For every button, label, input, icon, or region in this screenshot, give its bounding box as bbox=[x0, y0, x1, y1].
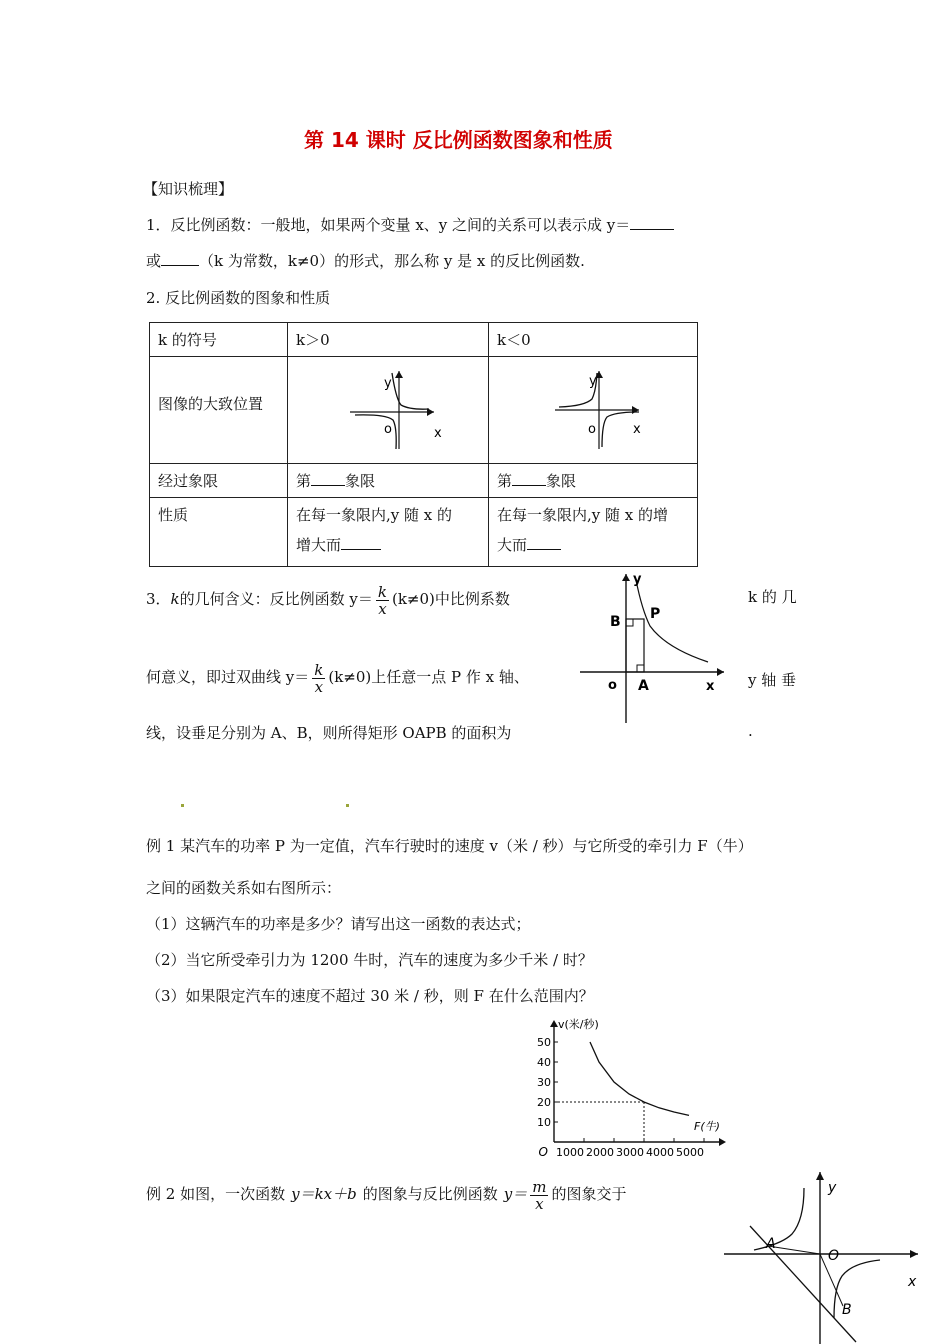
properties-table bbox=[149, 322, 698, 567]
y-tick-label: 20 bbox=[537, 1096, 551, 1109]
table-cell-quadrant-negative bbox=[489, 464, 698, 498]
intersection-figure bbox=[722, 1168, 930, 1344]
point-p-label: P bbox=[650, 606, 661, 622]
x-label: x bbox=[908, 1274, 917, 1290]
y-tick-label: 10 bbox=[537, 1116, 551, 1129]
point-a-label: A bbox=[766, 1236, 776, 1252]
property-text: 大而 bbox=[497, 536, 528, 554]
example1-question2: （2）当它所受牵引力为 1200 牛时，汽车的速度为多少千米 / 时？ bbox=[146, 951, 593, 969]
answer-blank bbox=[341, 535, 381, 550]
y-axis-label: v(米/秒) bbox=[558, 1018, 599, 1031]
table-cell-property-negative bbox=[489, 498, 698, 567]
x-axis-arrow bbox=[632, 406, 639, 414]
property-text: 增大而 bbox=[296, 536, 342, 554]
example1-question1: （1）这辆汽车的功率是多少？请写出这一函数的表达式； bbox=[146, 915, 531, 933]
fraction-numerator: k bbox=[377, 582, 387, 601]
answer-blank bbox=[161, 251, 199, 266]
x-tick-label: 2000 bbox=[586, 1146, 614, 1159]
table-cell-sign-label: k 的符号 bbox=[150, 323, 288, 357]
example2-text-part: 例 2 如图，一次函数 bbox=[146, 1185, 286, 1203]
page-title: 第 14 课时 反比例函数图象和性质 bbox=[304, 128, 613, 152]
origin-label: o bbox=[384, 422, 392, 437]
origin-label: O bbox=[538, 1145, 548, 1159]
property-text: 在每一象限内,y 随 x 的 bbox=[296, 506, 453, 524]
table-cell-k-negative: k＜0 bbox=[489, 323, 698, 357]
example2-text bbox=[146, 1172, 626, 1216]
x-tick-label: 5000 bbox=[676, 1146, 704, 1159]
example1-line2: 之间的函数关系如右图所示： bbox=[146, 879, 342, 897]
hyperbola-branch-q1 bbox=[392, 373, 429, 409]
y-tick-label: 40 bbox=[537, 1056, 551, 1069]
rectangle-oapb bbox=[626, 619, 644, 672]
segment-oa bbox=[768, 1246, 820, 1254]
x-tick-label: 1000 bbox=[556, 1146, 584, 1159]
table-cell-graph-positive bbox=[288, 357, 489, 464]
decorative-dot bbox=[181, 804, 184, 807]
quadrant-text: 象限 bbox=[546, 472, 577, 490]
table-cell-quadrant-positive bbox=[288, 464, 489, 498]
x-label: x bbox=[633, 422, 641, 437]
velocity-force-chart bbox=[530, 1018, 740, 1163]
x-axis-arrow bbox=[719, 1138, 726, 1146]
fraction-numerator: k bbox=[314, 660, 324, 679]
x-tick-label: 4000 bbox=[646, 1146, 674, 1159]
item3-text: (k≠0)上任意一点 P 作 x 轴、 bbox=[328, 668, 529, 686]
fraction-denominator: x bbox=[535, 1194, 544, 1213]
fraction-numerator: m bbox=[532, 1177, 547, 1196]
decorative-dot bbox=[346, 804, 349, 807]
inverse-curve bbox=[590, 1042, 689, 1115]
right-angle-mark-b bbox=[626, 619, 633, 626]
point-a-label: A bbox=[638, 678, 649, 694]
hyperbola-k-positive-graph bbox=[288, 357, 488, 459]
y-label: y bbox=[633, 572, 642, 587]
answer-blank bbox=[311, 471, 345, 486]
quadrant-text: 第 bbox=[497, 472, 513, 490]
item3-line3-end: . bbox=[748, 722, 753, 740]
x-label: x bbox=[706, 679, 715, 694]
item1-text-or: 或 bbox=[146, 252, 162, 270]
y-tick-label: 30 bbox=[537, 1076, 551, 1089]
item3-text: (k≠0)中比例系数 bbox=[391, 590, 510, 608]
item1-line2 bbox=[146, 250, 585, 271]
origin-label: o bbox=[608, 678, 617, 693]
fraction-denominator: x bbox=[378, 599, 387, 618]
x-axis-arrow bbox=[910, 1250, 918, 1258]
y-tick-label: 50 bbox=[537, 1036, 551, 1049]
section-heading: 【知识梳理】 bbox=[143, 180, 234, 198]
item3-line1-right: k 的 几 bbox=[748, 588, 797, 606]
point-b-label: B bbox=[610, 614, 621, 630]
answer-blank bbox=[630, 215, 674, 230]
x-axis-arrow bbox=[717, 668, 724, 676]
item3-line2 bbox=[146, 654, 529, 700]
y-axis-arrow bbox=[622, 574, 630, 581]
table-cell-property-positive bbox=[288, 498, 489, 567]
fraction-m-over-x bbox=[530, 1179, 548, 1212]
example2-text-part: 的图象交于 bbox=[551, 1185, 627, 1203]
example2-text-part: 的图象与反比例函数 bbox=[362, 1185, 498, 1203]
x-axis-label: F(牛) bbox=[694, 1120, 720, 1133]
table-cell-graph-negative bbox=[489, 357, 698, 464]
table-cell-graph-label: 图像的大致位置 bbox=[150, 357, 288, 464]
example1-question3: （3）如果限定汽车的速度不超过 30 米 / 秒，则 F 在什么范围内？ bbox=[146, 987, 594, 1005]
y-label: y bbox=[589, 374, 597, 389]
item3-number: 3． bbox=[146, 590, 171, 608]
hyperbola-k-negative-graph bbox=[489, 357, 697, 459]
item3-line1 bbox=[146, 576, 510, 622]
item2-heading: 2. 反比例函数的图象和性质 bbox=[146, 289, 331, 307]
origin-label: O bbox=[828, 1248, 840, 1264]
answer-blank bbox=[512, 471, 546, 486]
hyperbola-branch-q2 bbox=[754, 1188, 804, 1250]
origin-label: o bbox=[588, 422, 596, 437]
y-axis-arrow bbox=[395, 371, 403, 378]
linear-function-expression: y＝kx＋b bbox=[291, 1185, 357, 1203]
quadrant-text: 第 bbox=[296, 472, 312, 490]
hyperbola-branch-q4 bbox=[834, 1260, 880, 1318]
item1-text-rest: （k 为常数，k≠0）的形式，那么称 y 是 x 的反比例函数. bbox=[199, 252, 585, 270]
fraction-k-over-x bbox=[376, 584, 389, 617]
item3-text: 的几何含义：反比例函数 y＝ bbox=[179, 590, 373, 608]
property-text: 在每一象限内,y 随 x 的增 bbox=[497, 506, 669, 524]
example1-line1: 例 1 某汽车的功率 P 为一定值，汽车行驶时的速度 v（米 / 秒）与它所受的牵引力 F（牛） bbox=[146, 837, 753, 855]
item1-line1 bbox=[146, 214, 674, 235]
point-b-label: B bbox=[842, 1302, 852, 1318]
item3-line3: 线，设垂足分别为 A、B，则所得矩形 OAPB 的面积为 bbox=[146, 724, 512, 742]
quadrant-text: 象限 bbox=[345, 472, 376, 490]
y-label: y bbox=[384, 376, 392, 391]
x-tick-label: 3000 bbox=[616, 1146, 644, 1159]
hyperbola-curve bbox=[636, 580, 708, 662]
table-cell-property-label: 性质 bbox=[150, 498, 288, 567]
table-cell-quadrant-label: 经过象限 bbox=[150, 464, 288, 498]
item3-k: k bbox=[170, 590, 180, 608]
rectangle-oapb-figure bbox=[578, 568, 728, 726]
right-angle-mark-a bbox=[637, 665, 644, 672]
item3-text: 何意义，即过双曲线 y＝ bbox=[146, 668, 310, 686]
answer-blank bbox=[527, 535, 561, 550]
y-axis-arrow bbox=[816, 1172, 824, 1180]
inverse-function-lhs: y＝ bbox=[503, 1185, 528, 1203]
x-label: x bbox=[434, 426, 442, 441]
y-axis-arrow bbox=[550, 1020, 558, 1027]
table-cell-k-positive: k＞0 bbox=[288, 323, 489, 357]
item3-line2-right: y 轴 垂 bbox=[748, 671, 797, 689]
fraction-denominator: x bbox=[314, 677, 324, 696]
fraction-k-over-x bbox=[312, 662, 325, 695]
item1-text: 1．反比例函数：一般地，如果两个变量 x、y 之间的关系可以表示成 y＝ bbox=[146, 216, 631, 234]
y-label: y bbox=[828, 1180, 837, 1196]
